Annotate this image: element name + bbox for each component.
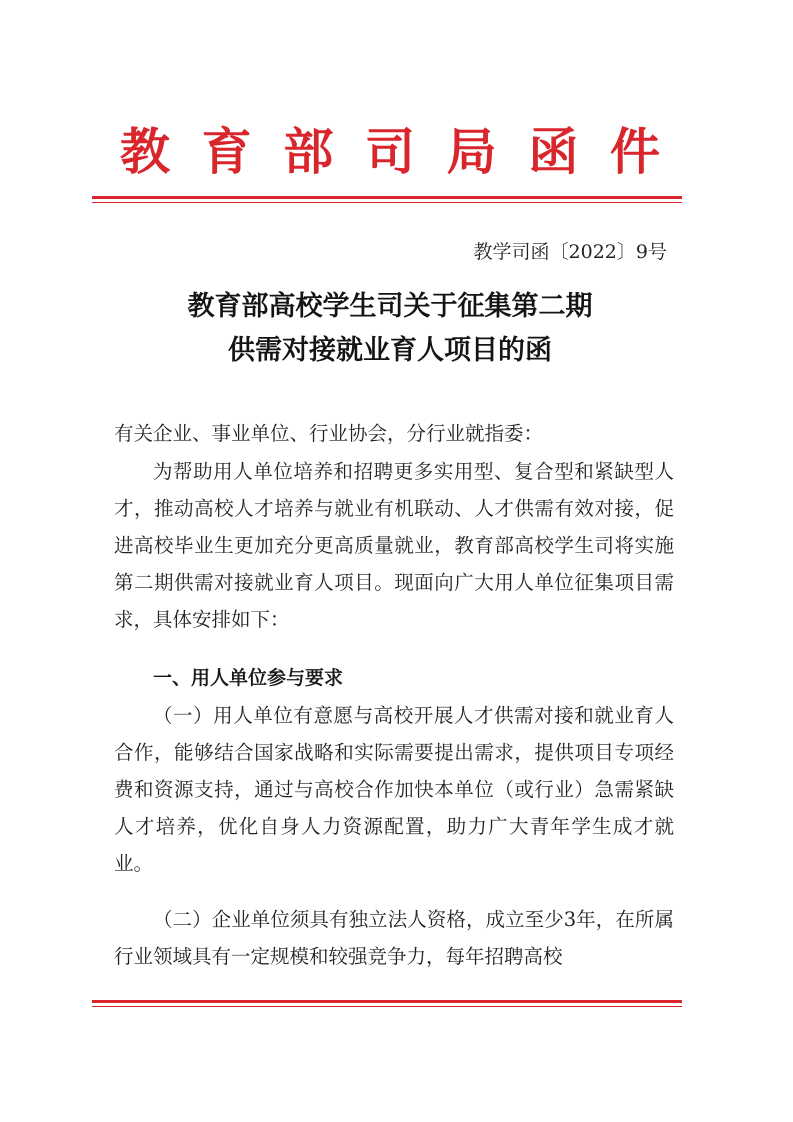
section-heading-1: 一、用人单位参与要求 (153, 667, 344, 689)
paragraph-requirement-1: （一）用人单位有意愿与高校开展人才供需对接和就业育人合作，能够结合国家战略和实际需要提出需求，提供项目专项经费和资源支持，通过与高校合作加快本单位（或行业）急需紧缺人才培养，优化自身人力资源配置，助力广大青年学生成才就业。 (114, 704, 674, 875)
document-title (100, 285, 680, 373)
paragraph-intro: 为帮助用人单位培养和招聘更多实用型、复合型和紧缺型人才，推动高校人才培养与就业有机联动、人才供需有效对接，促进高校毕业生更加充分更高质量就业，教育部高校学生司将实施第二期供需对接就业育人项目。现面向广大用人单位征集项目需求，具体安排如下： (114, 460, 674, 631)
divider-thick-line (92, 196, 682, 199)
footer-thin-line (92, 1006, 682, 1007)
document-title-line2: 供需对接就业育人项目的函 (228, 335, 552, 366)
footer-divider (92, 1000, 682, 1007)
letterhead-divider (92, 196, 682, 203)
paragraph-requirement-2: （二）企业单位须具有独立法人资格，成立至少3年，在所属行业领域具有一定规模和较强竞争力，每年招聘高校 (114, 908, 674, 968)
letterhead-title: 教育部司局函件 (120, 122, 660, 181)
divider-thin-line (92, 202, 682, 203)
footer-thick-line (92, 1000, 682, 1003)
document-number: 教学司函〔2022〕9号 (473, 241, 667, 263)
document-title-line1: 教育部高校学生司关于征集第二期 (187, 291, 593, 322)
salutation: 有关企业、事业单位、行业协会，分行业就指委： (114, 422, 544, 445)
